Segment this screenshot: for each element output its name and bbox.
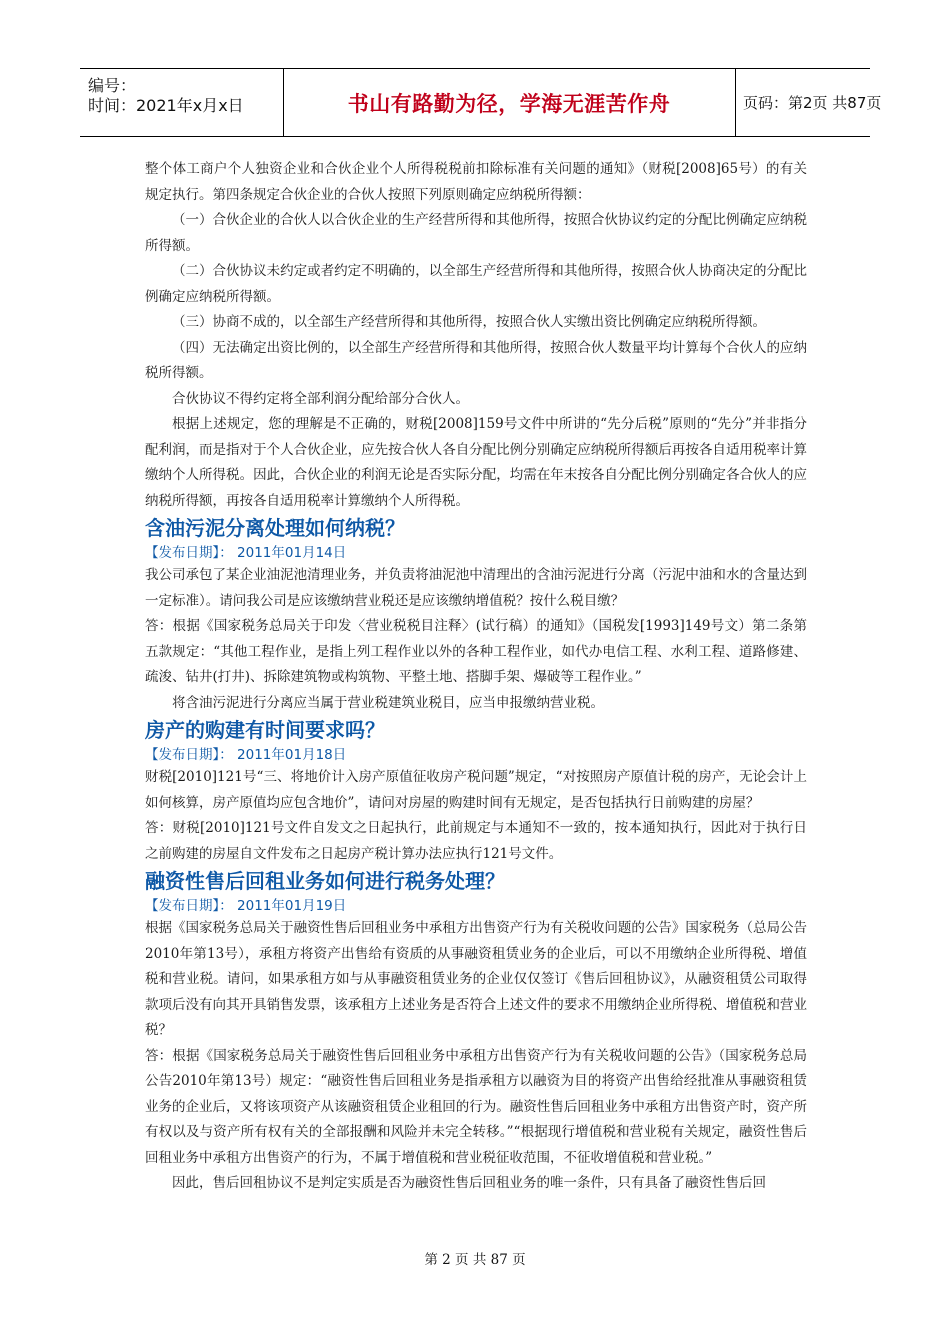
intro-paragraph: 整个体工商户个人独资企业和合伙企业个人所得税税前扣除标准有关问题的通知》（财税[2008]65号）的有关规定执行。第四条规定合伙企业的合伙人按照下列原则确定应纳税所得额：: [145, 161, 807, 203]
intro-paragraph: （一）合伙企业的合伙人以合伙企业的生产经营所得和其他所得，按照合伙协议约定的分配比例确定应纳税所得额。: [145, 212, 807, 254]
question-paragraph: 财税[2010]121号“三、将地价计入房产原值征收房产税问题”规定，“对按照房产原值计税的房产，无论会计上如何核算，房产原值均应包含地价”，请问对房屋的购建时间有无规定，是否包括执行日前购建的房屋？: [145, 769, 807, 811]
time-label: 时间：2021年x月x日: [88, 96, 244, 115]
header-motto: 书山有路勤为径，学海无涯苦作舟: [283, 69, 736, 136]
section-title: 含油污泥分离处理如何纳税？: [145, 516, 405, 540]
header-page-info: 页码：第2页 共87页: [743, 94, 882, 112]
document-body: [145, 157, 807, 1197]
publish-date: 【发布日期】： 2011年01月18日: [145, 747, 347, 763]
intro-paragraph: 根据上述规定，您的理解是不正确的，财税[2008]159号文件中所讲的“先分后税”原则的“先分”并非指分配利润，而是指对于个人合伙企业，应先按合伙人各自分配比例分别确定应纳税所得额后再按各自适用税率计算缴纳个人所得税。因此，合伙企业的利润无论是否实际分配，均需在年末按各自分配比例分别确定各合伙人的应纳税所得额，再按各自适用税率计算缴纳个人所得税。: [145, 416, 807, 509]
publish-date: 【发布日期】： 2011年01月14日: [145, 545, 347, 561]
header-info-cell: [80, 69, 284, 136]
answer-paragraph: 答：根据《国家税务总局关于融资性售后回租业务中承租方出售资产行为有关税收问题的公告》（国家税务总局公告2010年第13号）规定：“融资性售后回租业务是指承租方以融资为目的将资产出售给经批准从事融资租赁业务的企业后，又将该项资产从该融资租赁企业租回的行为。融资性售后回租业务中承租方出售资产时，资产所有权以及与资产所有权有关的全部报酬和风险并未完全转移。”“根据现行增值税和营业税有关规定，融资性售后回租业务中承租方出售资产的行为，不属于增值税和营业税征收范围，不征收增值税和营业税。”: [145, 1047, 807, 1166]
answer-paragraph: 将含油污泥进行分离应当属于营业税建筑业税目，应当申报缴纳营业税。: [172, 694, 604, 711]
page-footer: 第 2 页 共 87 页: [424, 1252, 526, 1268]
intro-paragraph: （三）协商不成的，以全部生产经营所得和其他所得，按照合伙人实缴出资比例确定应纳税所得额。: [172, 314, 766, 330]
page-header: [80, 68, 882, 137]
answer-paragraph: 因此，售后回租协议不是判定实质是否为融资性售后回租业务的唯一条件，只有具备了融资性售后回: [172, 1175, 766, 1191]
section-title: 融资性售后回租业务如何进行税务处理？: [145, 869, 505, 893]
answer-paragraph: 答：财税[2010]121号文件自发文之日起执行，此前规定与本通知不一致的，按本通知执行，因此对于执行日之前购建的房屋自文件发布之日起房产税计算办法应执行121号文件。: [145, 820, 807, 862]
intro-paragraph: （二）合伙协议未约定或者约定不明确的，以全部生产经营所得和其他所得，按照合伙人协商决定的分配比例确定应纳税所得额。: [145, 263, 807, 305]
question-paragraph: 我公司承包了某企业油泥池清理业务，并负责将油泥池中清理出的含油污泥进行分离（污泥中油和水的含量达到一定标准）。请问我公司是应该缴纳营业税还是应该缴纳增值税？按什么税目缴？: [145, 567, 807, 609]
section-title: 房产的购建有时间要求吗？: [145, 718, 385, 742]
question-paragraph: 根据《国家税务总局关于融资性售后回租业务中承租方出售资产行为有关税收问题的公告》国家税务（总局公告2010年第13号），承租方将资产出售给有资质的从事融资租赁业务的企业后，可以不用缴纳企业所得税、增值税和营业税。请问，如果承租方如与从事融资租赁业务的企业仅仅签订《售后回租协议》，从融资租赁公司取得款项后没有向其开具销售发票，该承租方上述业务是否符合上述文件的要求不用缴纳企业所得税、增值税和营业税？: [145, 920, 807, 1038]
publish-date: 【发布日期】： 2011年01月19日: [145, 898, 347, 914]
intro-paragraph: 合伙协议不得约定将全部利润分配给部分合伙人。: [172, 390, 469, 407]
code-label: 编号：: [88, 76, 137, 95]
intro-paragraph: （四）无法确定出资比例的，以全部生产经营所得和其他所得，按照合伙人数量平均计算每个合伙人的应纳税所得额。: [145, 339, 807, 381]
answer-paragraph: 答：根据《国家税务总局关于印发〈营业税税目注释〉(试行稿）的通知》（国税发[1993]149号文）第二条第五款规定：“其他工程作业，是指上列工程作业以外的各种工程作业，如代办电信工程、水利工程、道路修建、疏浚、钻井(打井)、拆除建筑物或构筑物、平整土地、搭脚手架、爆破等工程作业。”: [145, 618, 807, 685]
